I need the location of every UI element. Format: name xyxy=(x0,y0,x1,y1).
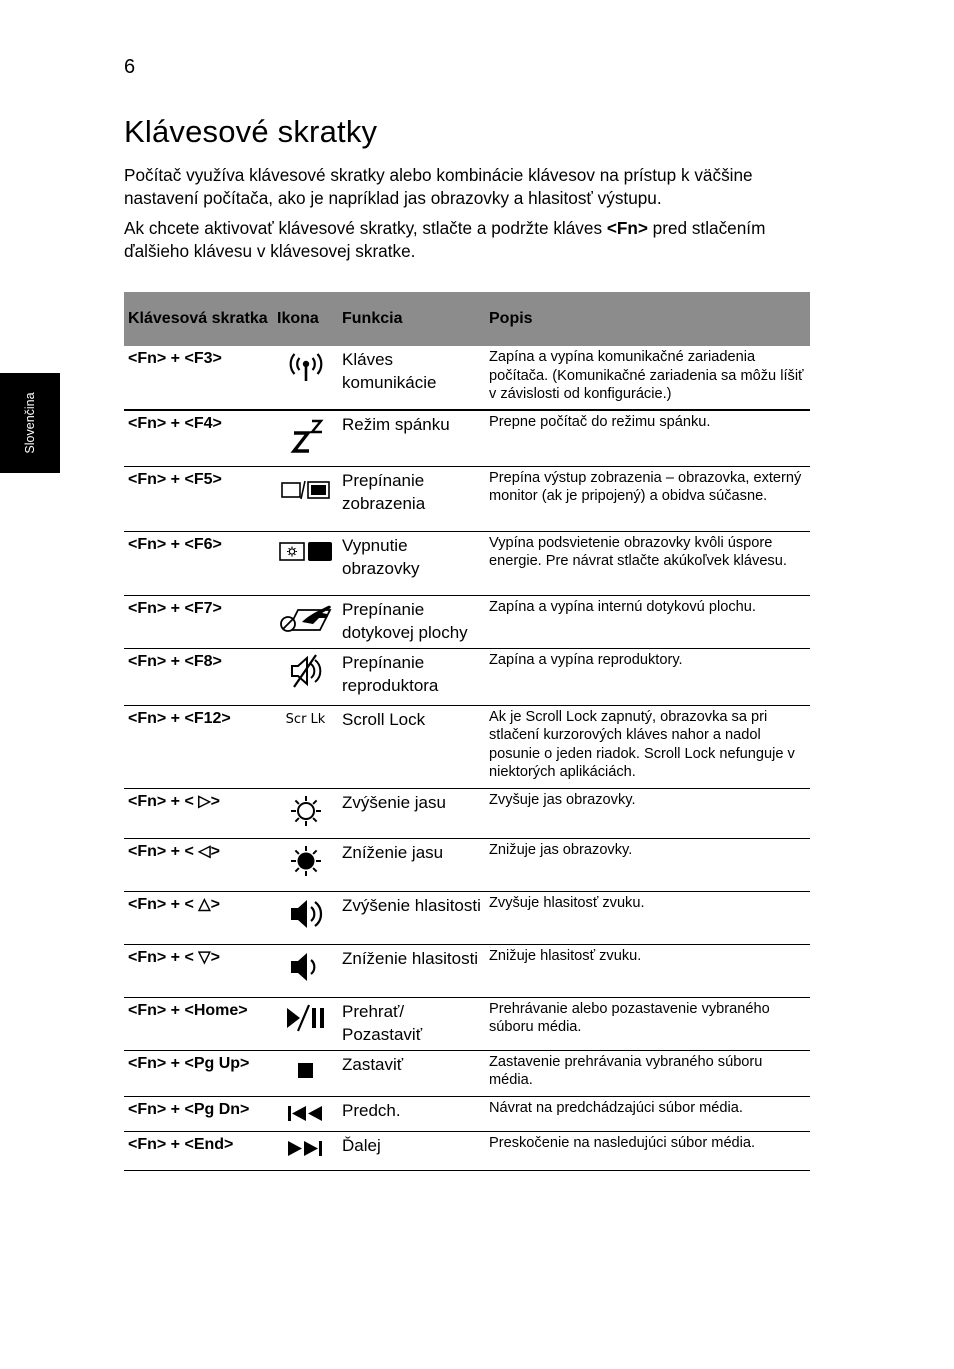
hotkey-cell: <Fn> + <Pg Up> xyxy=(124,1050,273,1096)
scroll-lock-icon: Scr Lk xyxy=(285,711,326,727)
table-row xyxy=(124,595,810,648)
icon-cell xyxy=(273,1131,338,1170)
display-off-icon xyxy=(278,536,334,568)
icon-cell xyxy=(273,944,338,997)
icon-cell xyxy=(273,705,338,788)
table-row xyxy=(124,648,810,705)
function-cell: Predch. xyxy=(338,1096,485,1131)
table-header-row xyxy=(124,292,810,346)
hotkey-cell: <Fn> + < △> xyxy=(124,891,273,944)
icon-cell xyxy=(273,891,338,944)
function-cell: Prepínanie dotykovej plochy xyxy=(338,595,485,648)
instruction-text-after: pred stlačením ďalšieho klávesu v klávesovej skratke. xyxy=(124,218,766,261)
table-row xyxy=(124,1096,810,1131)
stop-icon xyxy=(292,1055,320,1083)
table-row xyxy=(124,1131,810,1170)
function-cell: Zvýšenie hlasitosti xyxy=(338,891,485,944)
icon-cell xyxy=(273,410,338,466)
hotkey-cell: <Fn> + <F8> xyxy=(124,648,273,705)
icon-cell xyxy=(273,838,338,891)
table-row xyxy=(124,891,810,944)
hotkey-cell: <Fn> + <F4> xyxy=(124,410,273,466)
function-cell: Prepínanie zobrazenia xyxy=(338,466,485,531)
hotkey-cell: <Fn> + <F7> xyxy=(124,595,273,648)
hotkey-cell: <Fn> + <Pg Dn> xyxy=(124,1096,273,1131)
hotkey-cell: <Fn> + <End> xyxy=(124,1131,273,1170)
hotkey-cell: <Fn> + < ◁> xyxy=(124,838,273,891)
header-description: Popis xyxy=(485,292,810,346)
instruction-text-before: Ak chcete aktivovať klávesové skratky, stlačte a podržte kláves xyxy=(124,218,607,238)
volume-up-icon xyxy=(286,896,326,932)
touchpad-toggle-icon xyxy=(278,600,334,636)
brightness-up-icon xyxy=(288,793,324,829)
description-cell: Zvyšuje hlasitosť zvuku. xyxy=(485,891,810,944)
speaker-toggle-icon xyxy=(286,653,326,689)
wireless-icon xyxy=(286,350,326,386)
table-row xyxy=(124,466,810,531)
table-row xyxy=(124,997,810,1050)
display-toggle-icon xyxy=(280,471,332,507)
description-cell: Znižuje hlasitosť zvuku. xyxy=(485,944,810,997)
brightness-down-icon xyxy=(288,843,324,879)
previous-track-icon xyxy=(286,1101,326,1125)
function-cell: Prehrať/ Pozastaviť xyxy=(338,997,485,1050)
table-row xyxy=(124,531,810,595)
description-cell: Ak je Scroll Lock zapnutý, obrazovka sa pri stlačení kurzorových kláves nahor a nadol posunie o jeden riadok. Scroll Lock nefunguje v niektorých aplikáciách. xyxy=(485,705,810,788)
table-row xyxy=(124,346,810,410)
table-row xyxy=(124,944,810,997)
function-cell: Scroll Lock xyxy=(338,705,485,788)
function-cell: Vypnutie obrazovky xyxy=(338,531,485,595)
hotkey-cell: <Fn> + < ▷> xyxy=(124,788,273,838)
description-cell: Zapína a vypína internú dotykovú plochu. xyxy=(485,595,810,648)
sleep-icon xyxy=(286,415,326,455)
function-cell: Kláves komunikácie xyxy=(338,346,485,410)
function-cell: Zníženie hlasitosti xyxy=(338,944,485,997)
page-title: Klávesové skratky xyxy=(124,114,378,149)
function-cell: Zastaviť xyxy=(338,1050,485,1096)
hotkey-cell: <Fn> + <Home> xyxy=(124,997,273,1050)
table-row xyxy=(124,410,810,466)
play-pause-icon xyxy=(284,1002,328,1034)
function-cell: Zvýšenie jasu xyxy=(338,788,485,838)
icon-cell xyxy=(273,466,338,531)
icon-cell xyxy=(273,1096,338,1131)
hotkey-cell: <Fn> + <F5> xyxy=(124,466,273,531)
hotkeys-table xyxy=(124,292,810,1171)
description-cell: Prehrávanie alebo pozastavenie vybraného súboru média. xyxy=(485,997,810,1050)
description-cell: Zapína a vypína reproduktory. xyxy=(485,648,810,705)
intro-paragraph: Počítač využíva klávesové skratky alebo kombinácie klávesov na prístup k väčšine nastavení počítača, ako je napríklad jas obrazovky a hlasitosť výstupu. xyxy=(124,165,753,208)
function-cell: Prepínanie reproduktora xyxy=(338,648,485,705)
function-cell: Zníženie jasu xyxy=(338,838,485,891)
table-row xyxy=(124,838,810,891)
icon-cell xyxy=(273,595,338,648)
icon-cell xyxy=(273,788,338,838)
icon-cell xyxy=(273,648,338,705)
hotkey-cell: <Fn> + < ▽> xyxy=(124,944,273,997)
language-side-tab xyxy=(0,373,60,473)
description-cell: Návrat na predchádzajúci súbor média. xyxy=(485,1096,810,1131)
description-cell: Prepína výstup zobrazenia – obrazovka, externý monitor (ak je pripojený) a obidva súčasne. xyxy=(485,466,810,531)
table-row xyxy=(124,788,810,838)
description-cell: Znižuje jas obrazovky. xyxy=(485,838,810,891)
language-label: Slovenčina xyxy=(23,392,37,454)
description-cell: Zvyšuje jas obrazovky. xyxy=(485,788,810,838)
hotkey-cell: <Fn> + <F3> xyxy=(124,346,273,410)
description-cell: Vypína podsvietenie obrazovky kvôli úspore energie. Pre návrat stlačte akúkoľvek klávesu. xyxy=(485,531,810,595)
description-cell: Zastavenie prehrávania vybraného súboru média. xyxy=(485,1050,810,1096)
description-cell: Preskočenie na nasledujúci súbor média. xyxy=(485,1131,810,1170)
header-key: Klávesová skratka xyxy=(124,292,273,346)
next-track-icon xyxy=(286,1136,326,1160)
icon-cell xyxy=(273,346,338,410)
table-row xyxy=(124,705,810,788)
table-row xyxy=(124,1050,810,1096)
hotkey-cell: <Fn> + <F6> xyxy=(124,531,273,595)
function-cell: Ďalej xyxy=(338,1131,485,1170)
icon-cell xyxy=(273,997,338,1050)
page-number: 6 xyxy=(124,56,136,78)
description-cell: Prepne počítač do režimu spánku. xyxy=(485,410,810,466)
icon-cell xyxy=(273,531,338,595)
instruction-key: <Fn> xyxy=(606,218,648,238)
volume-down-icon xyxy=(286,949,326,985)
header-icon: Ikona xyxy=(273,292,338,346)
function-cell: Režim spánku xyxy=(338,410,485,466)
hotkey-cell: <Fn> + <F12> xyxy=(124,705,273,788)
instruction-paragraph xyxy=(124,217,814,263)
header-function: Funkcia xyxy=(338,292,485,346)
icon-cell xyxy=(273,1050,338,1096)
description-cell: Zapína a vypína komunikačné zariadenia počítača. (Komunikačné zariadenia sa môžu líšiť v závislosti od konfigurácie.) xyxy=(485,346,810,410)
